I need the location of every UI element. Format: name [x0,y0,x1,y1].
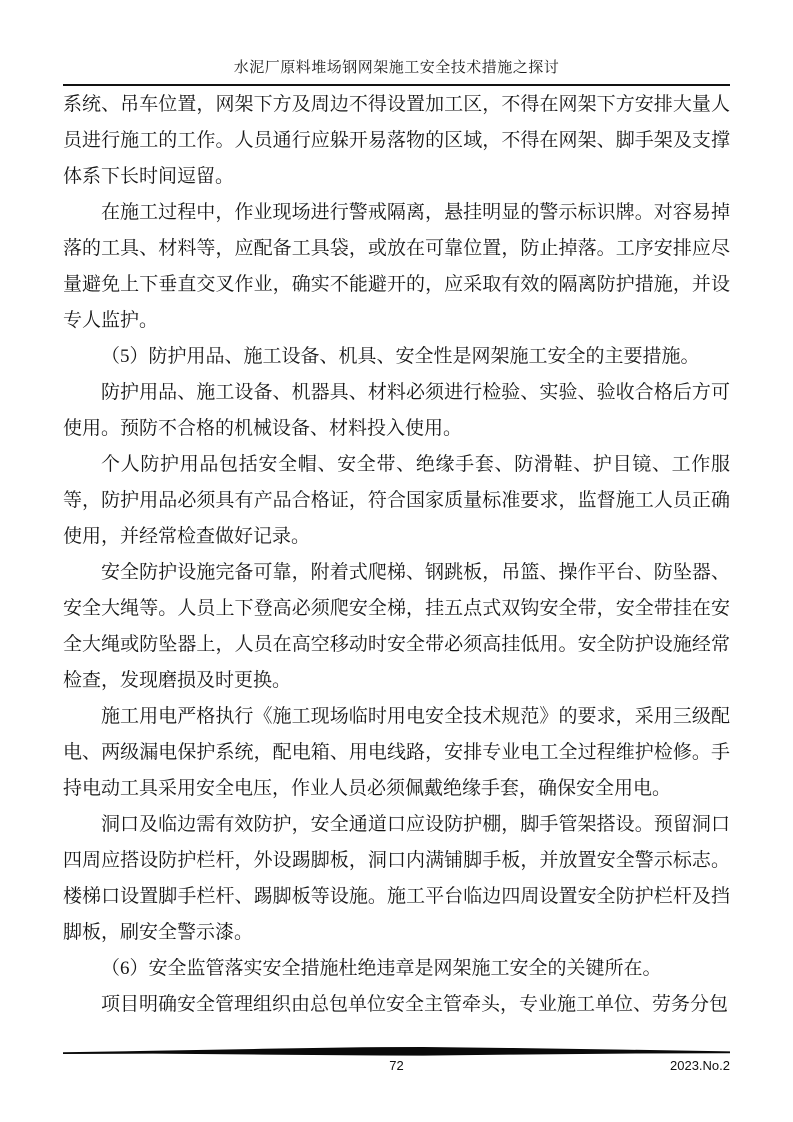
header-divider-line [63,84,730,86]
page-footer [63,1058,730,1076]
body-paragraph-incomplete: 项目明确安全管理组织由总包单位安全主管牵头，专业施工单位、劳务分包 [101,994,729,1015]
running-header-title: 水泥厂原料堆场钢网架施工安全技术措施之探讨 [233,60,560,76]
body-paragraph: 安全防护设施完备可靠，附着式爬梯、钢跳板，吊篮、操作平台、防坠器、安全大绳等。人员上下登高必须爬安全梯，挂五点式双钩安全带，安全带挂在安全大绳或防坠器上，人员在高空移动时安全带必须高挂低用。安全防护设施经常检查，发现磨损及时更换。 [63,562,730,691]
body-paragraph-item-5: （5）防护用品、施工设备、机具、安全性是网架施工安全的主要措施。 [101,346,700,367]
body-paragraph: 防护用品、施工设备、机器具、材料必须进行检验、实验、验收合格后方可使用。预防不合格的机械设备、材料投入使用。 [63,382,730,439]
body-paragraph: 洞口及临边需有效防护，安全通道口应设防护棚，脚手管架搭设。预留洞口四周应搭设防护栏杆，外设踢脚板，洞口内满铺脚手板，并放置安全警示标志。楼梯口设置脚手栏杆、踢脚板等设施。施工平台临边四周设置安全防护栏杆及挡脚板，刷安全警示漆。 [63,814,730,943]
body-paragraph: 在施工过程中，作业现场进行警戒隔离，悬挂明显的警示标识牌。对容易掉落的工具、材料等，应配备工具袋，或放在可靠位置，防止掉落。工序安排应尽量避免上下垂直交叉作业，确实不能避开的，应采取有效的隔离防护措施，并设专人监护。 [63,202,730,331]
journal-issue-label: 2023.No.2 [670,1058,730,1073]
body-paragraph: 个人防护用品包括安全帽、安全带、绝缘手套、防滑鞋、护目镜、工作服等，防护用品必须具有产品合格证，符合国家质量标准要求，监督施工人员正确使用，并经常检查做好记录。 [63,454,730,547]
footer-divider-line [63,1046,730,1058]
body-paragraph: 施工用电严格执行《施工现场临时用电安全技术规范》的要求，采用三级配电、两级漏电保护系统，配电箱、用电线路，安排专业电工全过程维护检修。手持电动工具采用安全电压，作业人员必须佩戴绝缘手套，确保安全用电。 [63,706,730,799]
page-body [63,87,730,1023]
page-number: 72 [389,1058,404,1073]
body-paragraph-continuation: 系统、吊车位置，网架下方及周边不得设置加工区，不得在网架下方安排大量人员进行施工的工作。人员通行应躲开易落物的区域，不得在网架、脚手架及支撑体系下长时间逗留。 [63,94,730,187]
body-paragraph-item-6: （6）安全监管落实安全措施杜绝违章是网架施工安全的关键所在。 [101,958,662,979]
